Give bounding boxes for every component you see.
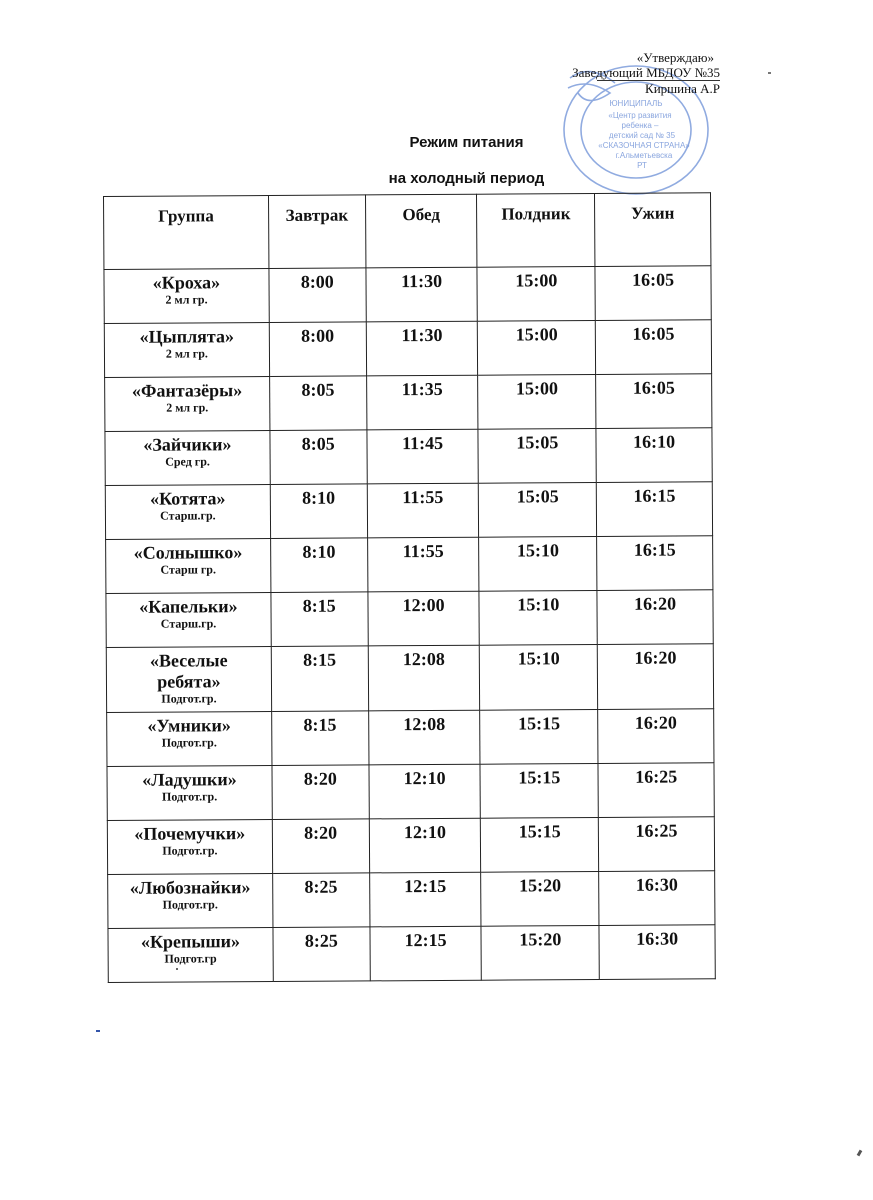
svg-text:детский сад № 35: детский сад № 35 [608,131,676,140]
header-group: Группа [104,195,269,269]
snack-time: 15:15 [517,713,561,734]
dinner-time: 16:05 [632,269,675,290]
group-name: «Веселые ребята» [149,650,228,692]
lunch-time: 12:10 [403,821,446,843]
lunch-time: 12:00 [402,594,445,616]
svg-text:«Центр развития: «Центр развития [608,111,672,120]
group-level: 2 мл гр. [165,346,208,361]
approval-heading: «Утверждаю» [636,50,714,65]
lunch-time: 11:55 [402,540,444,562]
table-header-row [104,193,711,270]
lunch-time: 11:35 [401,378,443,400]
breakfast-time: 8:15 [303,649,337,670]
lunch-time: 12:15 [404,875,447,897]
dinner-time: 16:15 [633,485,676,506]
lunch-time: 12:08 [403,713,446,735]
table-row [108,871,715,929]
dinner-time: 16:20 [634,593,677,614]
table-row [108,925,715,983]
group-name: «Капельки» [139,596,238,617]
approval-position: Заведующий МБДОУ №35 [572,65,720,80]
group-level: 2 мл гр. [166,400,209,415]
group-level: Подгот.гр. [161,735,217,750]
svg-text:«СКАЗОЧНАЯ СТРАНА»: «СКАЗОЧНАЯ СТРАНА» [598,141,690,150]
snack-time: 15:10 [517,648,560,669]
breakfast-time: 8:00 [300,271,334,292]
svg-text:РТ: РТ [637,161,647,170]
group-name: «Почемучки» [134,823,246,844]
scan-speck [768,72,771,74]
lunch-time: 12:08 [402,648,445,670]
scan-speck [96,1030,100,1032]
scan-speck [176,968,178,970]
group-level: Подгот.гр. [161,691,217,706]
table-row [107,709,714,767]
group-name: «Крепыши» [140,931,241,952]
group-name: «Любознайки» [129,877,251,898]
svg-text:ЮНИЦИПАЛЬ: ЮНИЦИПАЛЬ [609,99,663,108]
scan-speck [857,1150,863,1157]
page-subtitle: на холодный период [388,170,545,187]
header-lunch: Обед [365,194,477,268]
group-level: Сред гр. [165,454,210,469]
snack-time: 15:10 [517,594,560,615]
table-row [104,266,711,324]
table-row [107,763,714,821]
breakfast-time: 8:15 [302,595,336,616]
group-level: Подгот.гр. [162,897,218,912]
group-name: «Зайчики» [143,434,232,455]
breakfast-time: 8:15 [303,714,337,735]
group-level: Старш.гр. [160,508,216,523]
snack-time: 15:10 [516,540,560,561]
breakfast-time: 8:05 [301,433,335,454]
dinner-time: 16:05 [632,377,675,398]
table-row [105,482,712,540]
table-row [105,374,712,432]
breakfast-time: 8:25 [304,876,338,897]
dinner-time: 16:20 [634,712,677,733]
group-name: «Ладушки» [142,769,237,790]
snack-time: 15:15 [518,821,561,842]
group-level: 2 мл гр. [165,292,208,307]
breakfast-time: 8:10 [302,487,336,508]
dinner-time: 16:10 [633,431,676,452]
group-level: Старш гр. [160,562,216,577]
header-dinner: Ужин [595,193,711,267]
table-row [105,428,712,486]
lunch-time: 11:30 [401,270,443,292]
svg-text:ребенка –: ребенка – [621,121,659,130]
svg-text:г.Альметьевска: г.Альметьевска [615,151,673,160]
dinner-time: 16:25 [635,766,678,787]
breakfast-time: 8:20 [304,822,338,843]
approval-signature-name: Киршина А.Р [597,80,720,96]
breakfast-time: 8:05 [301,379,335,400]
lunch-time: 11:55 [402,486,444,508]
lunch-time: 12:15 [404,929,447,951]
group-name: «Цыплята» [139,326,234,347]
snack-time: 15:00 [515,378,559,399]
lunch-time: 11:30 [401,324,443,346]
snack-time: 15:00 [515,324,558,345]
breakfast-time: 8:00 [301,325,335,346]
dinner-time: 16:25 [635,820,678,841]
group-level: Старш.гр. [160,616,217,631]
snack-time: 15:00 [515,270,558,291]
table-row [106,536,713,594]
approval-block [520,50,720,96]
page-title: Режим питания [409,134,524,151]
dinner-time: 16:30 [636,928,679,949]
group-name: «Солнышко» [133,542,243,563]
dinner-time: 16:05 [632,323,675,344]
snack-time: 15:15 [518,767,561,788]
group-name: «Котята» [150,488,226,509]
group-level: Подгот.гр [164,951,217,966]
header-snack: Полдник [477,193,595,267]
lunch-time: 11:45 [402,432,444,454]
header-breakfast: Завтрак [268,195,365,269]
group-level: Подгот.гр. [161,789,218,804]
lunch-time: 12:10 [403,767,446,789]
table-row [104,320,711,378]
table-row [107,817,714,875]
snack-time: 15:05 [516,432,559,453]
group-name: «Кроха» [152,272,221,293]
breakfast-time: 8:25 [304,930,338,951]
snack-time: 15:05 [516,486,559,507]
dinner-time: 16:20 [634,647,677,668]
group-name: «Умники» [147,715,231,736]
breakfast-time: 8:20 [303,768,337,789]
snack-time: 15:20 [518,875,562,896]
snack-time: 15:20 [519,929,562,950]
dinner-time: 16:30 [635,874,678,895]
dinner-time: 16:15 [633,539,676,560]
table-row [106,590,713,648]
table-row [106,644,713,713]
meal-schedule-table [103,192,716,983]
group-level: Подгот.гр. [162,843,218,858]
group-name: «Фантазёры» [131,380,243,401]
breakfast-time: 8:10 [302,541,336,562]
